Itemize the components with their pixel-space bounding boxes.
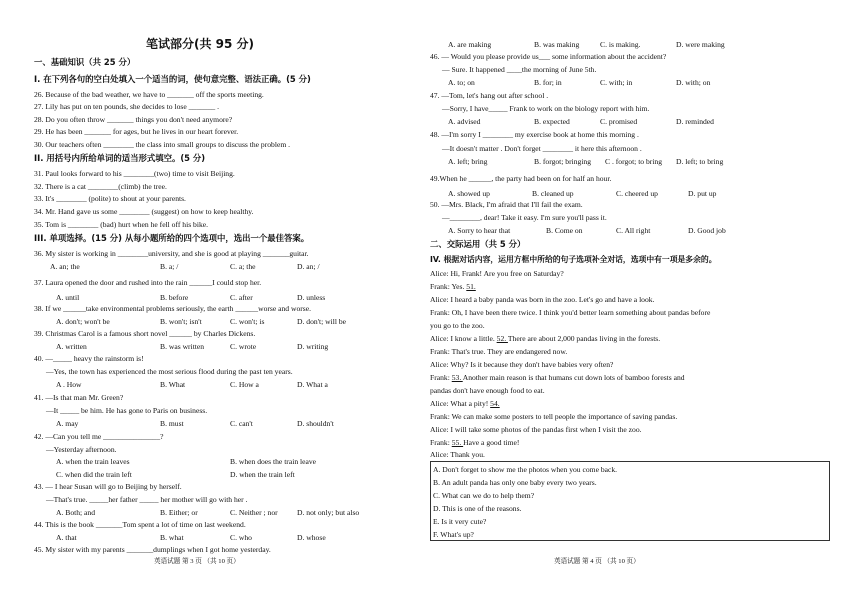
option: D. whose xyxy=(297,533,326,542)
dialogue-line: Frank: Oh, I have been there twice. I think you'd better learn something about pandas before xyxy=(430,308,711,317)
part-heading: III. 单项选择。(15 分) 从每小题所给的四个选项中，选出一个最佳答案。 xyxy=(34,233,310,243)
blank-54: 54. xyxy=(490,399,500,408)
option: C. when did the train left xyxy=(56,470,132,479)
option: B. was written xyxy=(160,342,205,351)
option: B. when does the train leave xyxy=(230,457,317,466)
question-50: 50. —Mrs. Black, I'm afraid that I'll fail the exam. xyxy=(430,200,583,209)
question-29: 29. He has been _______ for ages, but he lives in our heart forever. xyxy=(34,127,239,136)
option: B. was making xyxy=(534,40,580,49)
question-47: 47. —Tom, let's hang out after school . xyxy=(430,91,549,100)
question-44: 44. This is the book _______Tom spent a lot of time on last weekend. xyxy=(34,520,246,529)
option: D. don't; will be xyxy=(297,317,347,326)
option: B. what xyxy=(160,533,184,542)
page-title: 笔试部分(共 95 分) xyxy=(146,37,255,51)
question-50-reply: —________, dear! Take it easy. I'm sure you'll pass it. xyxy=(442,213,607,222)
box-option: E. Is it very cute? xyxy=(433,517,487,526)
option: B. cleaned up xyxy=(532,189,574,198)
section-heading: 二、交际运用（共 5 分） xyxy=(430,239,526,249)
page-footer: 英语试题 第 3 页 （共 10 页） xyxy=(154,558,240,565)
question-36: 36. My sister is working in ________university, and she is good at playing _______guitar. xyxy=(34,249,309,258)
options-box xyxy=(430,461,830,541)
dialogue-line: Alice: Thank you. xyxy=(430,450,485,459)
option: A. advised xyxy=(448,117,481,126)
part-heading: IV. 根据对话内容，运用方框中所给的句子选项补全对话，选项中有一项是多余的。 xyxy=(430,255,717,264)
question-46: 46. — Would you please provide us___ some information about the accident? xyxy=(430,52,667,61)
box-option: A. Don't forget to show me the photos when you come back. xyxy=(433,465,618,474)
option: C . forgot; to bring xyxy=(605,157,663,166)
question-43-reply: —That's true. _____her father _____ her mother will go with her . xyxy=(46,495,248,504)
option: B. won't; isn't xyxy=(160,317,202,326)
option: D. reminded xyxy=(676,117,714,126)
box-option: D. This is one of the reasons. xyxy=(433,504,522,513)
option: A. to; on xyxy=(448,78,475,87)
option: A. don't; won't be xyxy=(56,317,110,326)
question-30: 30. Our teachers often ________ the class into small groups to discuss the problem . xyxy=(34,140,291,149)
option: D. not only; but also xyxy=(297,508,360,517)
part-heading: II. 用括号内所给单词的适当形式填空。(5 分) xyxy=(34,153,206,163)
question-26: 26. Because of the bad weather, we have to _______ off the sports meeting. xyxy=(34,90,264,99)
question-31: 31. Paul looks forward to his ________(two) time to visit Beijing. xyxy=(34,169,235,178)
question-42-reply: —Yesterday afternoon. xyxy=(46,445,117,454)
dialogue-text: Have a good time! xyxy=(463,438,520,447)
question-38: 38. If we ______take environmental problems seriously, the earth ______worse and worse. xyxy=(34,304,312,313)
question-40-reply: —Yes, the town has experienced the most serious flood during the past ten years. xyxy=(46,367,293,376)
option: A. are making xyxy=(448,40,492,49)
option: B. for; in xyxy=(534,78,562,87)
dialogue-line xyxy=(430,400,500,408)
question-40: 40. —_____ heavy the rainstorm is! xyxy=(34,354,144,363)
section-heading: 一、基础知识（共 25 分） xyxy=(34,57,136,67)
option: A. may xyxy=(56,419,79,428)
question-48-reply: —It doesn't matter . Don't forget ________ it here this afternoon . xyxy=(442,144,642,153)
option: C. promised xyxy=(600,117,638,126)
question-41-reply: —It _____ be him. He has gone to Paris on business. xyxy=(46,406,208,415)
dialogue-line: pandas don't have enough food to eat. xyxy=(430,386,545,395)
option: D. unless xyxy=(297,293,326,302)
option: B. Come on xyxy=(546,226,583,235)
option: A. showed up xyxy=(448,189,490,198)
question-46-reply: — Sure. It happened ____the morning of June 5th. xyxy=(442,65,597,74)
question-45: 45. My sister with my parents _______dumplings when I got home yesterday. xyxy=(34,545,271,554)
question-34: 34. Mr. Hand gave us some ________ (suggest) on how to keep healthy. xyxy=(34,207,254,216)
option: D. Good job xyxy=(688,226,726,235)
box-option: B. An adult panda has only one baby every two years. xyxy=(433,478,597,487)
blank-55: 55. xyxy=(451,438,464,447)
dialogue-line xyxy=(430,283,476,291)
option: C. How a xyxy=(230,380,259,389)
option: A. when the train leaves xyxy=(56,457,130,466)
dialogue-text: Another main reason is that humans cut down lots of bamboo forests and xyxy=(462,373,685,382)
part-heading: I. 在下列各句的空白处填入一个适当的词，使句意完整、语法正确。(5 分) xyxy=(34,74,311,84)
dialogue-text: There are about 2,000 pandas living in the forests. xyxy=(507,334,661,343)
question-37: 37. Laura opened the door and rushed into the rain ______I could stop her. xyxy=(34,278,262,287)
option: C. wrote xyxy=(230,342,257,351)
question-41: 41. —Is that man Mr. Green? xyxy=(34,393,124,402)
option: C. Neither ; nor xyxy=(230,508,278,517)
question-39: 39. Christmas Carol is a famous short novel ______ by Charles Dickens. xyxy=(34,329,256,338)
dialogue-text: Alice: I know a little. xyxy=(430,334,497,343)
question-33: 33. It's ________ (polite) to shout at your parents. xyxy=(34,194,186,203)
dialogue-line: Alice: I heard a baby panda was born in the zoo. Let's go and have a look. xyxy=(430,295,655,304)
option: C. All right xyxy=(616,226,651,235)
option: A. that xyxy=(56,533,77,542)
option: D. were making xyxy=(676,40,725,49)
option: C. after xyxy=(230,293,253,302)
option: D. when the train left xyxy=(230,470,295,479)
option: B. expected xyxy=(534,117,570,126)
option: A . How xyxy=(56,380,82,389)
option: B. What xyxy=(160,380,186,389)
question-28: 28. Do you often throw _______ things you don't need anymore? xyxy=(34,115,233,124)
option: B. Either; or xyxy=(160,508,198,517)
dialogue-text: Frank: xyxy=(430,373,452,382)
dialogue-text: Frank: xyxy=(430,438,452,447)
question-35: 35. Tom is ________ (bad) hurt when he fell off his bike. xyxy=(34,220,209,229)
question-48: 48. —I'm sorry I ________ my exercise book at home this morning . xyxy=(430,130,639,139)
option: C. is making. xyxy=(600,40,641,49)
option: D. shouldn't xyxy=(297,419,334,428)
option: A. Sorry to hear that xyxy=(448,226,511,235)
option: D. an; / xyxy=(297,262,320,271)
option: A. Both; and xyxy=(56,508,96,517)
dialogue-line: you go to the zoo. xyxy=(430,321,485,330)
question-27: 27. Lily has put on ten pounds, she decides to lose _______ . xyxy=(34,102,219,111)
option: C. won't; is xyxy=(230,317,265,326)
option: C. cheered up xyxy=(616,189,658,198)
dialogue-line xyxy=(430,439,519,447)
dialogue-line: Frank: That's true. They are endangered now. xyxy=(430,347,568,356)
option: B. must xyxy=(160,419,184,428)
option: A. an; the xyxy=(50,262,80,271)
option: C. a; the xyxy=(230,262,256,271)
option: D. put up xyxy=(688,189,717,198)
option: D. with; on xyxy=(676,78,711,87)
option: D. writing xyxy=(297,342,329,351)
dialogue-text: Alice: What a pity! xyxy=(430,399,491,408)
question-42: 42. —Can you tell me _______________? xyxy=(34,432,164,441)
question-43: 43. — I hear Susan will go to Beijing by herself. xyxy=(34,482,182,491)
dialogue-line: Alice: I will take some photos of the pandas first when I visit the zoo. xyxy=(430,425,642,434)
option: C. can't xyxy=(230,419,253,428)
dialogue-line: Frank: We can make some posters to tell people the importance of saving pandas. xyxy=(430,412,678,421)
option: A. left; bring xyxy=(448,157,488,166)
option: B. forgot; bringing xyxy=(534,157,592,166)
option: D. What a xyxy=(297,380,328,389)
option: D. left; to bring xyxy=(676,157,724,166)
dialogue-line xyxy=(430,374,685,382)
option: B. a; / xyxy=(160,262,179,271)
dialogue-line xyxy=(430,335,660,343)
question-47-reply: —Sorry, I have_____ Frank to work on the biology report with him. xyxy=(442,104,650,113)
blank-51: 51. xyxy=(466,282,476,291)
option: C. with; in xyxy=(600,78,633,87)
option: A. until xyxy=(56,293,80,302)
question-49: 49.When he ______, the party had been on for half an hour. xyxy=(430,174,612,183)
page-footer: 英语试题 第 4 页 （共 10 页） xyxy=(554,558,640,565)
blank-53: 53. xyxy=(451,373,463,382)
blank-52: 52. xyxy=(496,334,508,343)
option: B. before xyxy=(160,293,189,302)
question-32: 32. There is a cat ________(climb) the tree. xyxy=(34,182,167,191)
box-option: F. What's up? xyxy=(433,530,474,539)
dialogue-line: Alice: Hi, Frank! Are you free on Saturday? xyxy=(430,269,564,278)
option: C. who xyxy=(230,533,252,542)
dialogue-line: Alice: Why? Is it because they don't have babies very often? xyxy=(430,360,614,369)
box-option: C. What can we do to help them? xyxy=(433,491,535,500)
option: A. written xyxy=(56,342,87,351)
dialogue-text: Frank: Yes. xyxy=(430,282,467,291)
